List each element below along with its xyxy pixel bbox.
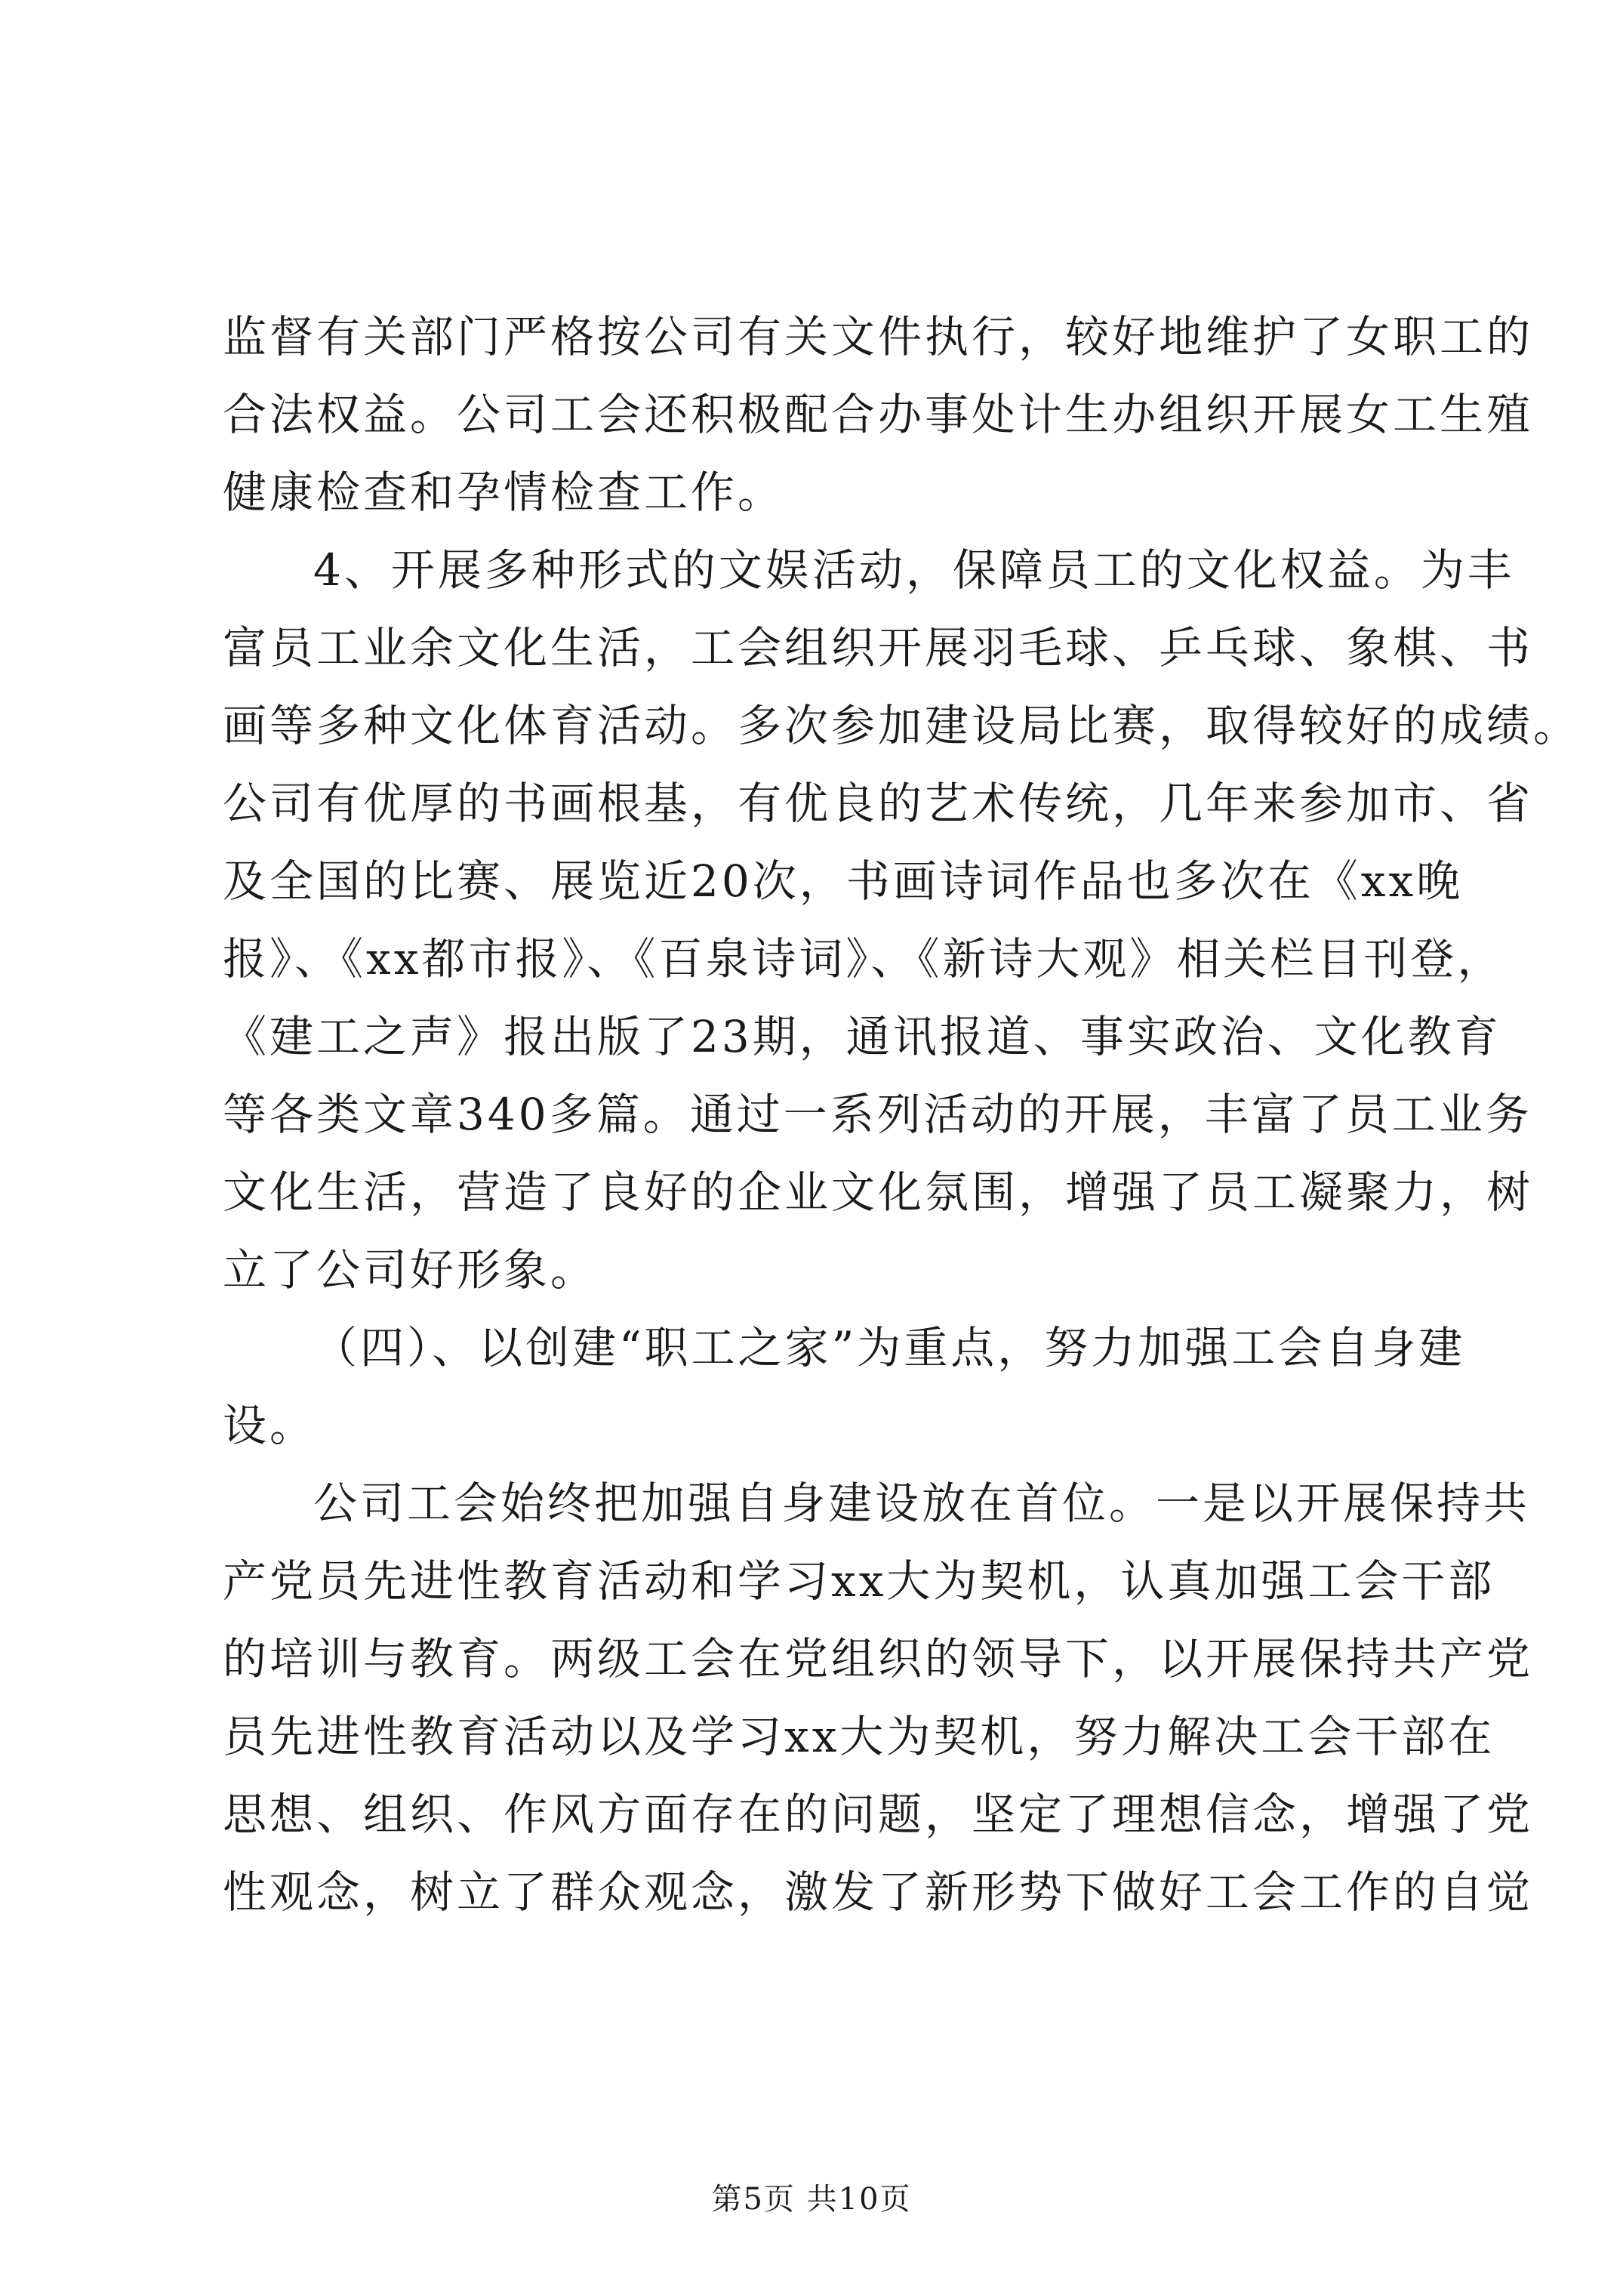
text-line-10: 《建工之声》报出版了23期，通讯报道、事实政治、文化教育 xyxy=(223,1011,1501,1062)
text-line-20: 思想、组织、作风方面存在的问题，坚定了理想信念，增强了党 xyxy=(223,1789,1534,1840)
section-heading-line-1: （四）、以创建“职工之家”为重点，努力加强工会自身建 xyxy=(313,1322,1466,1373)
text-line-11: 等各类文章340多篇。通过一系列活动的开展，丰富了员工业务 xyxy=(223,1089,1532,1140)
text-line-3: 健康检查和孕情检查工作。 xyxy=(223,467,785,518)
text-line-6: 画等多种文化体育活动。多次参加建设局比赛，取得较好的成绩。 xyxy=(223,700,1581,751)
text-line-7: 公司有优厚的书画根基，有优良的艺术传统，几年来参加市、省 xyxy=(223,778,1534,829)
text-line-16: 公司工会始终把加强自身建设放在首位。一是以开展保持共 xyxy=(313,1478,1531,1529)
text-line-9: 报》、《xx都市报》、《百泉诗词》、《新诗大观》相关栏目刊登， xyxy=(223,933,1504,985)
text-line-12: 文化生活，营造了良好的企业文化氛围，增强了员工凝聚力，树 xyxy=(223,1166,1534,1218)
text-line-19: 员先进性教育活动以及学习xx大为契机，努力解决工会干部在 xyxy=(223,1711,1495,1762)
text-line-17: 产党员先进性教育活动和学习xx大为契机，认真加强工会干部 xyxy=(223,1555,1495,1607)
text-line-13: 立了公司好形象。 xyxy=(223,1244,598,1296)
text-line-21: 性观念，树立了群众观念，激发了新形势下做好工会工作的自觉 xyxy=(223,1866,1534,1918)
document-body xyxy=(223,298,1581,1931)
text-line-8: 及全国的比赛、展览近20次，书画诗词作品也多次在《xx晚 xyxy=(223,855,1464,907)
section-heading-line-2: 设。 xyxy=(223,1400,317,1451)
text-line-1: 监督有关部门严格按公司有关文件执行，较好地维护了女职工的 xyxy=(223,311,1534,362)
text-line-2: 合法权益。公司工会还积极配合办事处计生办组织开展女工生殖 xyxy=(223,389,1534,440)
text-line-18: 的培训与教育。两级工会在党组织的领导下，以开展保持共产党 xyxy=(223,1633,1534,1684)
text-line-4: 4、开展多种形式的文娱活动，保障员工的文化权益。为丰 xyxy=(313,544,1514,596)
page-number-footer: 第5页 共10页 xyxy=(711,2182,912,2217)
text-line-5: 富员工业余文化生活，工会组织开展羽毛球、乒乓球、象棋、书 xyxy=(223,622,1534,673)
